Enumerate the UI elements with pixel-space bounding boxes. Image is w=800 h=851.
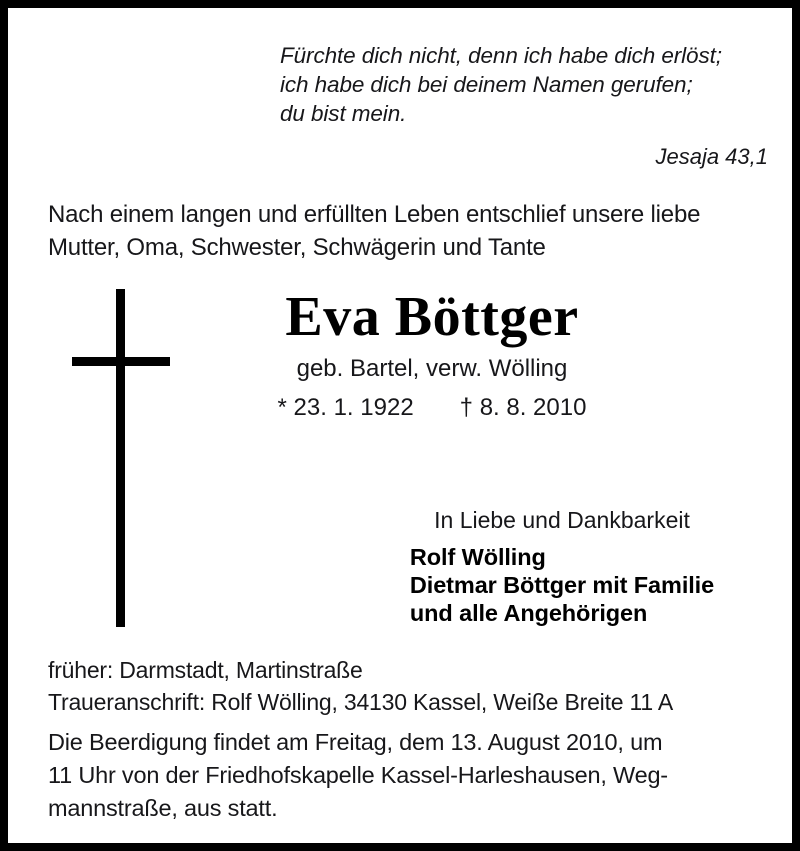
deceased-dates bbox=[188, 393, 676, 423]
scripture-quote bbox=[280, 41, 768, 171]
intro-line-2: Mutter, Oma, Schwester, Schwägerin und Tante bbox=[48, 234, 546, 261]
verse-line-2: ich habe dich bei deinem Namen gerufen; bbox=[280, 72, 693, 97]
intro-line-1: Nach einem langen und erfüllten Leben entschlief unsere liebe bbox=[48, 201, 701, 228]
condolence-address: Traueranschrift: Rolf Wölling, 34130 Kassel, Weiße Breite 11 A bbox=[48, 689, 674, 715]
funeral-line-3: mannstraße, aus statt. bbox=[48, 795, 278, 821]
mourners-block bbox=[342, 505, 782, 627]
mourner-line-3: und alle Angehörigen bbox=[409, 600, 648, 626]
verse-source: Jesaja 43,1 bbox=[655, 144, 768, 169]
mourner-line-1: Rolf Wölling bbox=[409, 544, 546, 570]
funeral-details bbox=[48, 726, 776, 825]
former-address: früher: Darmstadt, Martinstraße bbox=[48, 657, 363, 683]
death-date: † 8. 8. 2010 bbox=[459, 394, 587, 421]
mourners-name-list bbox=[410, 543, 714, 627]
funeral-line-1: Die Beerdigung findet am Freitag, dem 13. August 2010, um bbox=[48, 729, 663, 755]
notice-sheet bbox=[8, 8, 792, 843]
mourner-line-2: Dietmar Böttger mit Familie bbox=[409, 572, 715, 598]
funeral-line-2: 11 Uhr von der Friedhofskapelle Kassel-Harleshausen, Weg- bbox=[48, 762, 668, 788]
cross-crossbar bbox=[72, 357, 170, 366]
cross-upright bbox=[116, 289, 125, 627]
verse-line-1: Fürchte dich nicht, denn ich habe dich erlöst; bbox=[280, 43, 722, 68]
intro-text bbox=[48, 198, 778, 264]
deceased-maiden-name: geb. Bartel, verw. Wölling bbox=[296, 355, 568, 382]
mourners-intro: In Liebe und Dankbarkeit bbox=[434, 507, 690, 533]
birth-date: * 23. 1. 1922 bbox=[277, 394, 414, 421]
address-block bbox=[48, 654, 778, 718]
verse-line-3: du bist mein. bbox=[280, 101, 407, 126]
deceased-block bbox=[188, 286, 676, 423]
deceased-name: Eva Böttger bbox=[285, 286, 579, 348]
latin-cross-icon bbox=[72, 289, 176, 627]
